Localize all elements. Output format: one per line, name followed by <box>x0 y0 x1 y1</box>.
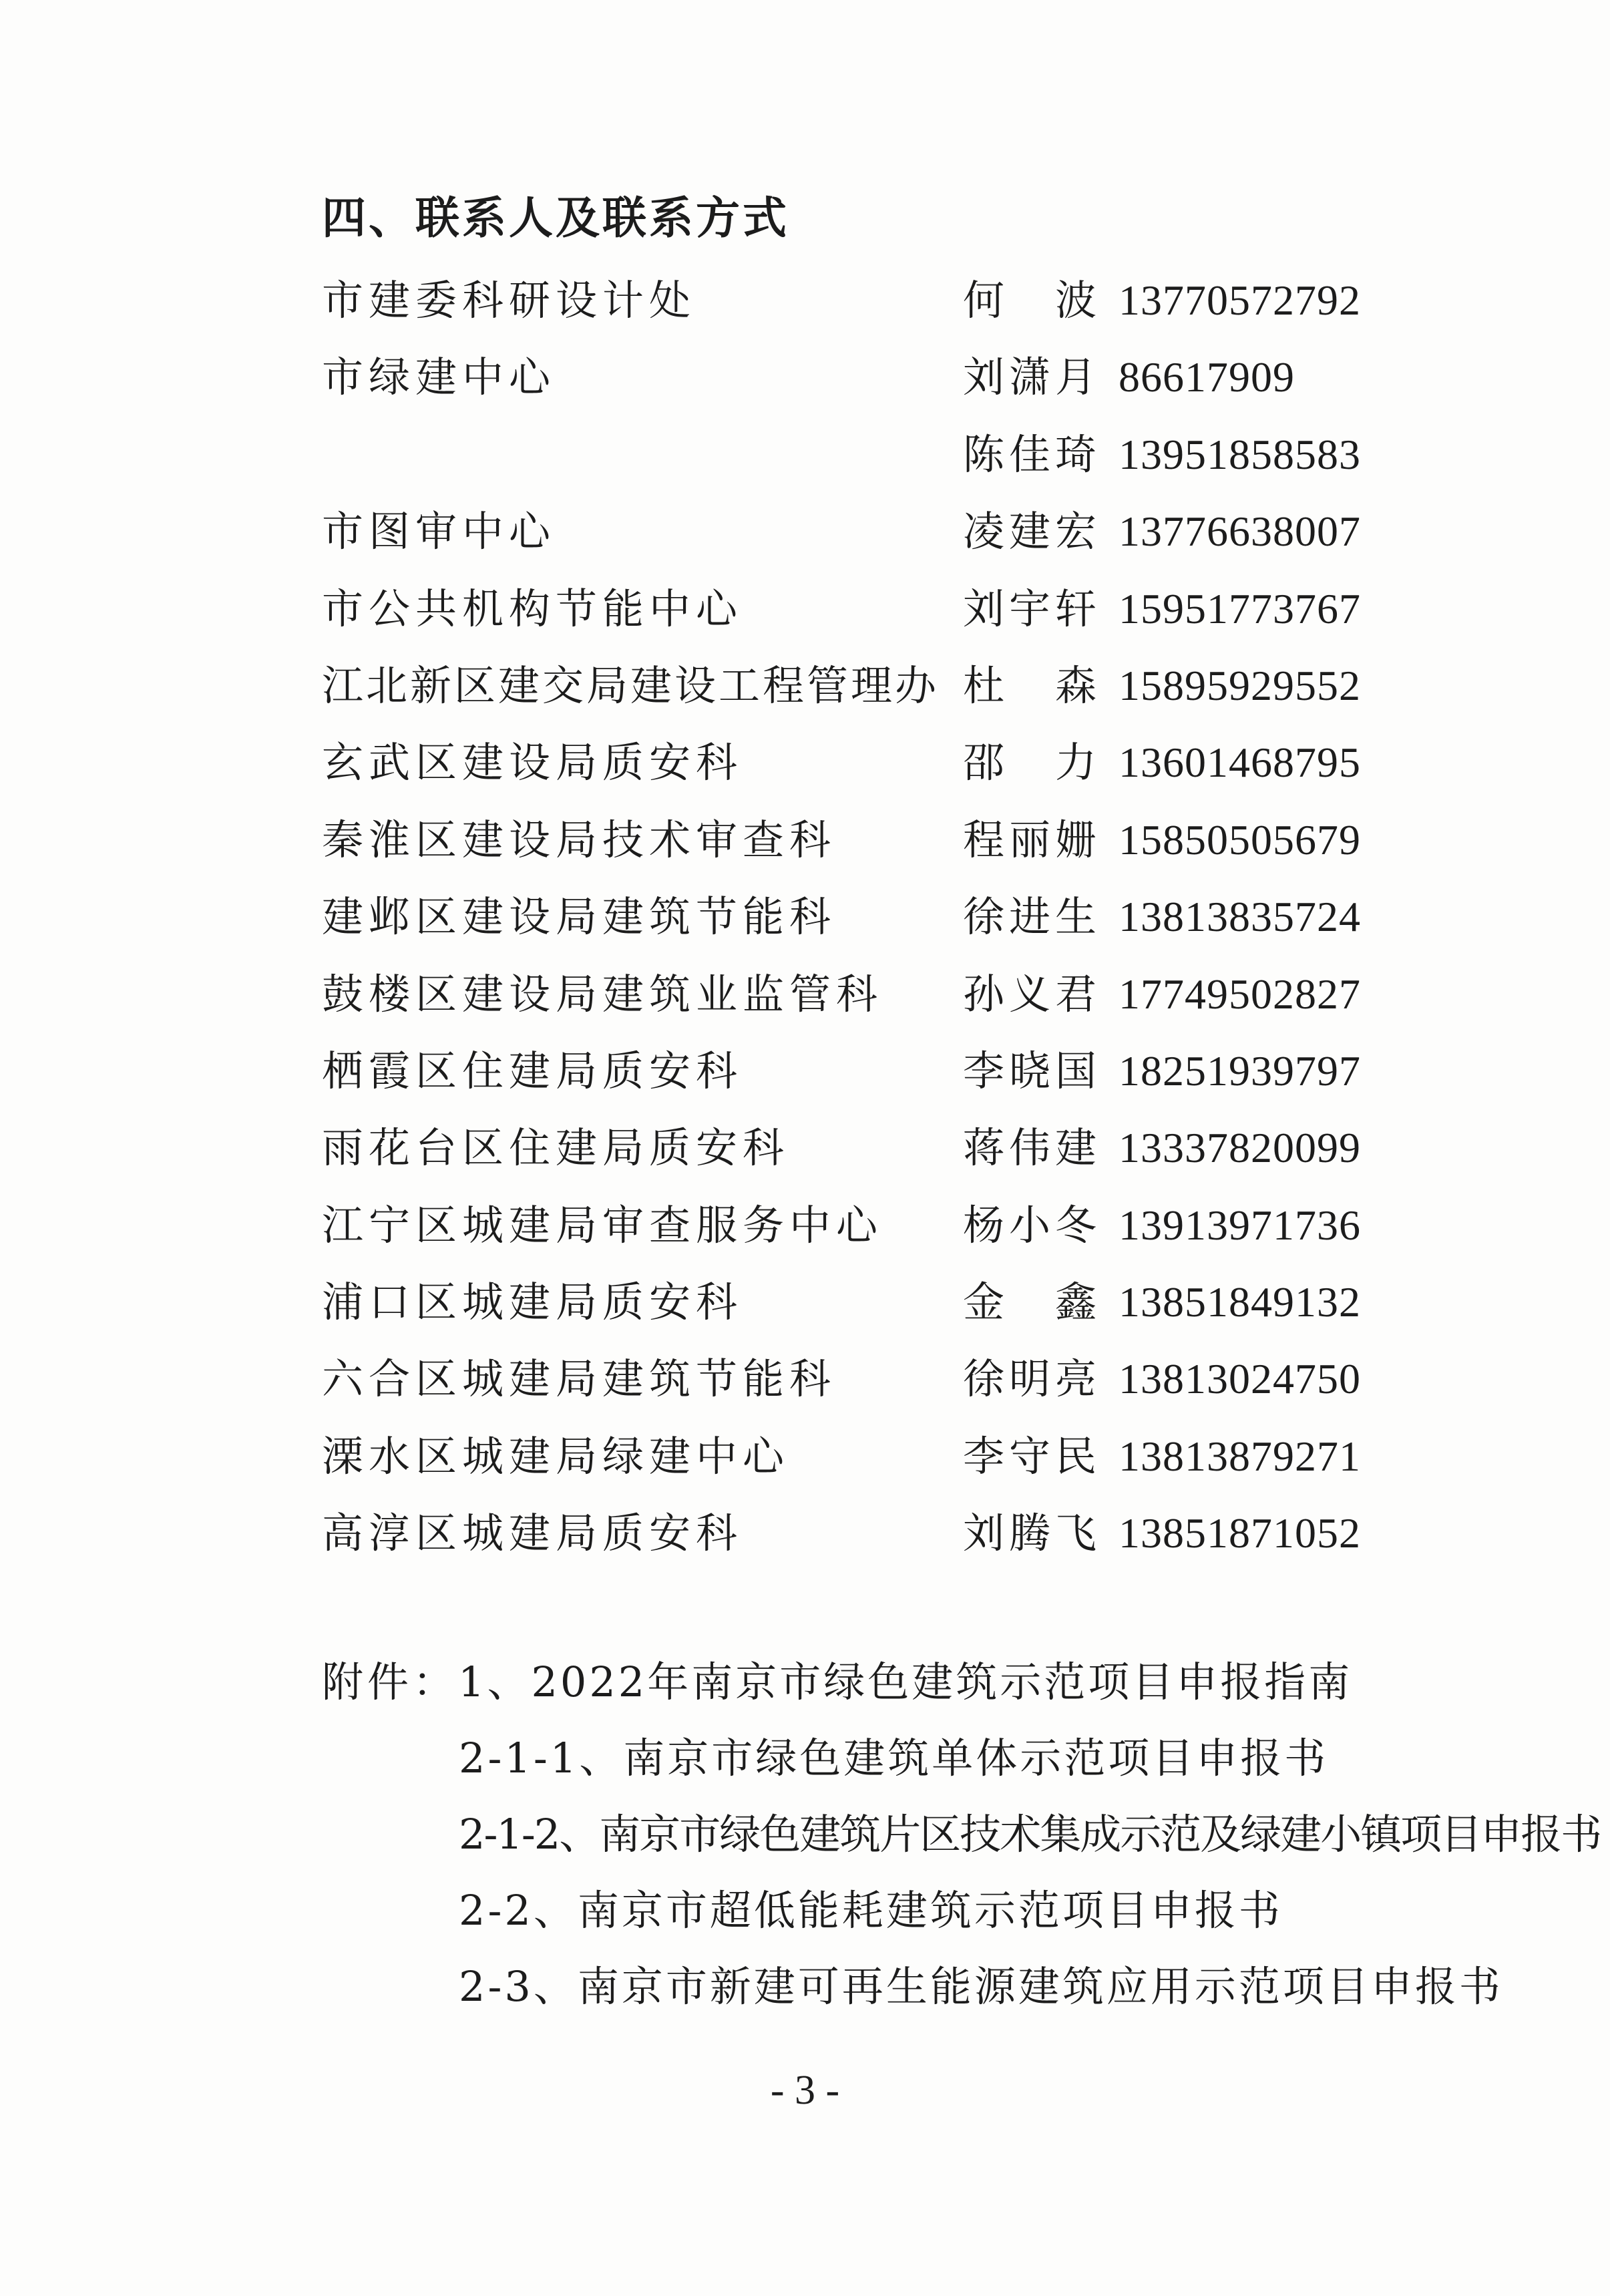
contact-phone: 13770572792 <box>1119 276 1361 324</box>
contact-row <box>322 339 1457 415</box>
section-title: 四、联系人及联系方式 <box>322 192 789 244</box>
contact-phone: 13776638007 <box>1119 508 1361 556</box>
attachment-label: 附件： <box>322 1658 459 1706</box>
contact-name: 孙义君 <box>963 969 1096 1018</box>
contact-phone: 15895929552 <box>1119 661 1361 709</box>
contact-name: 蒋伟建 <box>963 1123 1096 1173</box>
contact-name: 杨小冬 <box>963 1200 1096 1250</box>
attachment-item <box>322 1873 1524 1949</box>
contact-name: 何波 <box>963 276 1096 325</box>
contact-department: 江北新区建交局建设工程管理办 <box>322 660 940 710</box>
contact-department: 栖霞区住建局质安科 <box>322 1046 743 1095</box>
contact-row <box>322 416 1457 493</box>
contact-phone: 15951773767 <box>1119 584 1361 632</box>
contact-phone: 13851871052 <box>1119 1509 1361 1557</box>
contact-name: 陈佳琦 <box>963 429 1096 479</box>
contact-name: 徐明亮 <box>963 1354 1096 1404</box>
contact-department: 建邺区建设局建筑节能科 <box>322 892 837 942</box>
attachment-title: 2-3、南京市新建可再生能源建筑应用示范项目申报书 <box>459 1962 1503 2011</box>
contact-phone: 18251939797 <box>1119 1046 1361 1095</box>
attachment-title: 2-2、南京市超低能耗建筑示范项目申报书 <box>459 1886 1283 1935</box>
contact-row <box>322 1032 1457 1109</box>
contact-department: 高淳区城建局质安科 <box>322 1509 743 1558</box>
contact-row <box>322 878 1457 955</box>
contact-phone: 13813835724 <box>1119 893 1361 941</box>
contact-name: 徐进生 <box>963 892 1096 942</box>
contact-phone: 17749502827 <box>1119 970 1361 1018</box>
contact-name: 刘宇轩 <box>963 584 1096 633</box>
attachment-list <box>322 1644 1601 2025</box>
contact-phone: 86617909 <box>1119 353 1295 401</box>
contact-row <box>322 1495 1457 1571</box>
contact-row <box>322 724 1457 801</box>
contact-phone: 15850505679 <box>1119 815 1361 864</box>
contact-name: 李晓国 <box>963 1046 1096 1095</box>
contact-row <box>322 956 1457 1032</box>
attachment-item <box>322 1644 1524 1720</box>
page-number: - 3 - <box>770 2068 840 2113</box>
contact-row <box>322 493 1457 570</box>
contact-department: 溧水区城建局绿建中心 <box>322 1431 790 1481</box>
attachment-title: 2-1-1、南京市绿色建筑单体示范项目申报书 <box>459 1734 1329 1782</box>
contact-row <box>322 1264 1457 1340</box>
attachment-item <box>322 1949 1524 2025</box>
contact-name: 程丽姗 <box>963 815 1096 864</box>
contact-row <box>322 801 1457 878</box>
contact-phone: 13813024750 <box>1119 1355 1361 1403</box>
attachment-title: 1、2022年南京市绿色建筑示范项目申报指南 <box>458 1658 1353 1706</box>
contact-department: 浦口区城建局质安科 <box>322 1278 743 1327</box>
contact-name: 邵力 <box>963 738 1096 787</box>
contact-department: 市绿建中心 <box>322 353 556 402</box>
contact-department: 江宁区城建局审查服务中心 <box>322 1200 883 1250</box>
contact-row <box>322 1418 1457 1495</box>
contact-row <box>322 1109 1457 1186</box>
contact-name: 凌建宏 <box>963 507 1096 556</box>
contact-row <box>322 570 1457 647</box>
contact-phone: 13851849132 <box>1119 1278 1361 1326</box>
contact-department: 鼓楼区建设局建筑业监管科 <box>322 969 883 1018</box>
contact-name: 杜森 <box>963 660 1096 710</box>
contact-name: 李守民 <box>963 1431 1096 1481</box>
contact-phone: 13337820099 <box>1119 1124 1361 1172</box>
contact-phone: 13813879271 <box>1119 1432 1361 1480</box>
contact-department: 市图审中心 <box>322 507 556 556</box>
contact-department: 玄武区建设局质安科 <box>322 738 743 787</box>
contact-name: 刘潇月 <box>963 353 1096 402</box>
contact-department: 市公共机构节能中心 <box>322 584 743 633</box>
contact-name: 金鑫 <box>963 1278 1096 1327</box>
contact-name: 刘腾飞 <box>963 1509 1096 1558</box>
contact-department: 市建委科研设计处 <box>322 276 696 325</box>
contact-phone: 13913971736 <box>1119 1201 1361 1249</box>
contact-list <box>322 262 1457 1572</box>
contact-row <box>322 262 1457 339</box>
contact-phone: 13951858583 <box>1119 430 1361 478</box>
attachment-item <box>322 1720 1524 1796</box>
contact-department: 秦淮区建设局技术审查科 <box>322 815 837 864</box>
attachment-title: 2-1-2、南京市绿色建筑片区技术集成示范及绿建小镇项目申报书 <box>459 1810 1601 1859</box>
contact-department: 雨花台区住建局质安科 <box>322 1123 790 1173</box>
contact-department: 六合区城建局建筑节能科 <box>322 1354 837 1404</box>
contact-row <box>322 647 1457 724</box>
contact-phone: 13601468795 <box>1119 739 1361 787</box>
contact-row <box>322 1187 1457 1264</box>
attachment-item <box>322 1796 1601 1873</box>
contact-row <box>322 1340 1457 1417</box>
